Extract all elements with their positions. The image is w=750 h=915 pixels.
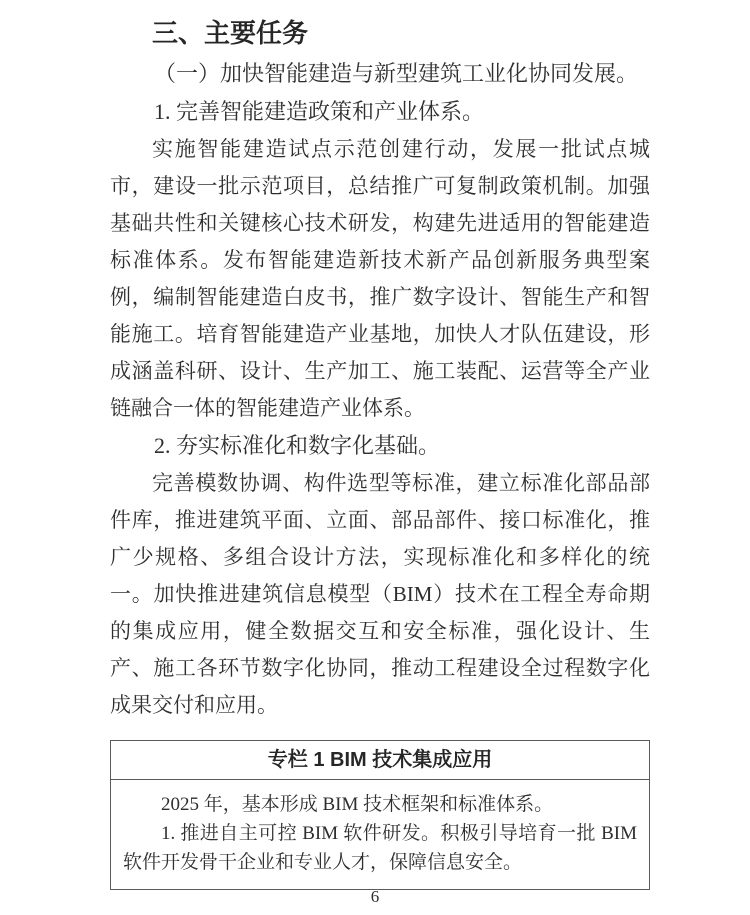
task-2-heading: 2. 夯实标准化和数字化基础。 <box>154 433 441 458</box>
callout-box-title: 专栏 1 BIM 技术集成应用 <box>111 741 649 780</box>
task-1-heading: 1. 完善智能建造政策和产业体系。 <box>154 99 485 124</box>
task-1-paragraph: 实施智能建造试点示范创建行动，发展一批试点城市，建设一批示范项目，总结推广可复制政策机制。加强基础共性和关键核心技术研发，构建先进适用的智能建造标准体系。发布智能建造新技术新产品创新服务典型案例，编制智能建造白皮书，推广数字设计、智能生产和智能施工。培育智能建造产业基地，加快人才队伍建设，形成涵盖科研、设计、生产加工、施工装配、运营等全产业链融合一体的智能建造产业体系。 <box>110 137 650 420</box>
section-heading: 三、主要任务 <box>152 18 309 48</box>
sub-section-heading: （一）加快智能建造与新型建筑工业化协同发展。 <box>154 61 639 86</box>
callout-box-body <box>111 780 649 889</box>
callout-paragraph-item-1: 1. 推进自主可控 BIM 软件研发。积极引导培育一批 BIM 软件开发骨干企业和专业人才，保障信息安全。 <box>123 823 637 873</box>
callout-box <box>110 740 650 890</box>
task-2-paragraph: 完善模数协调、构件选型等标准，建立标准化部品部件库，推进建筑平面、立面、部品部件、接口标准化，推广少规格、多组合设计方法，实现标准化和多样化的统一。加快推进建筑信息模型（BIM）技术在工程全寿命期的集成应用，健全数据交互和安全标准，强化设计、生产、施工各环节数字化协同，推动工程建设全过程数字化成果交付和应用。 <box>110 471 650 717</box>
page-number: 6 <box>370 887 380 906</box>
callout-paragraph-goal: 2025 年，基本形成 BIM 技术框架和标准体系。 <box>161 794 554 815</box>
